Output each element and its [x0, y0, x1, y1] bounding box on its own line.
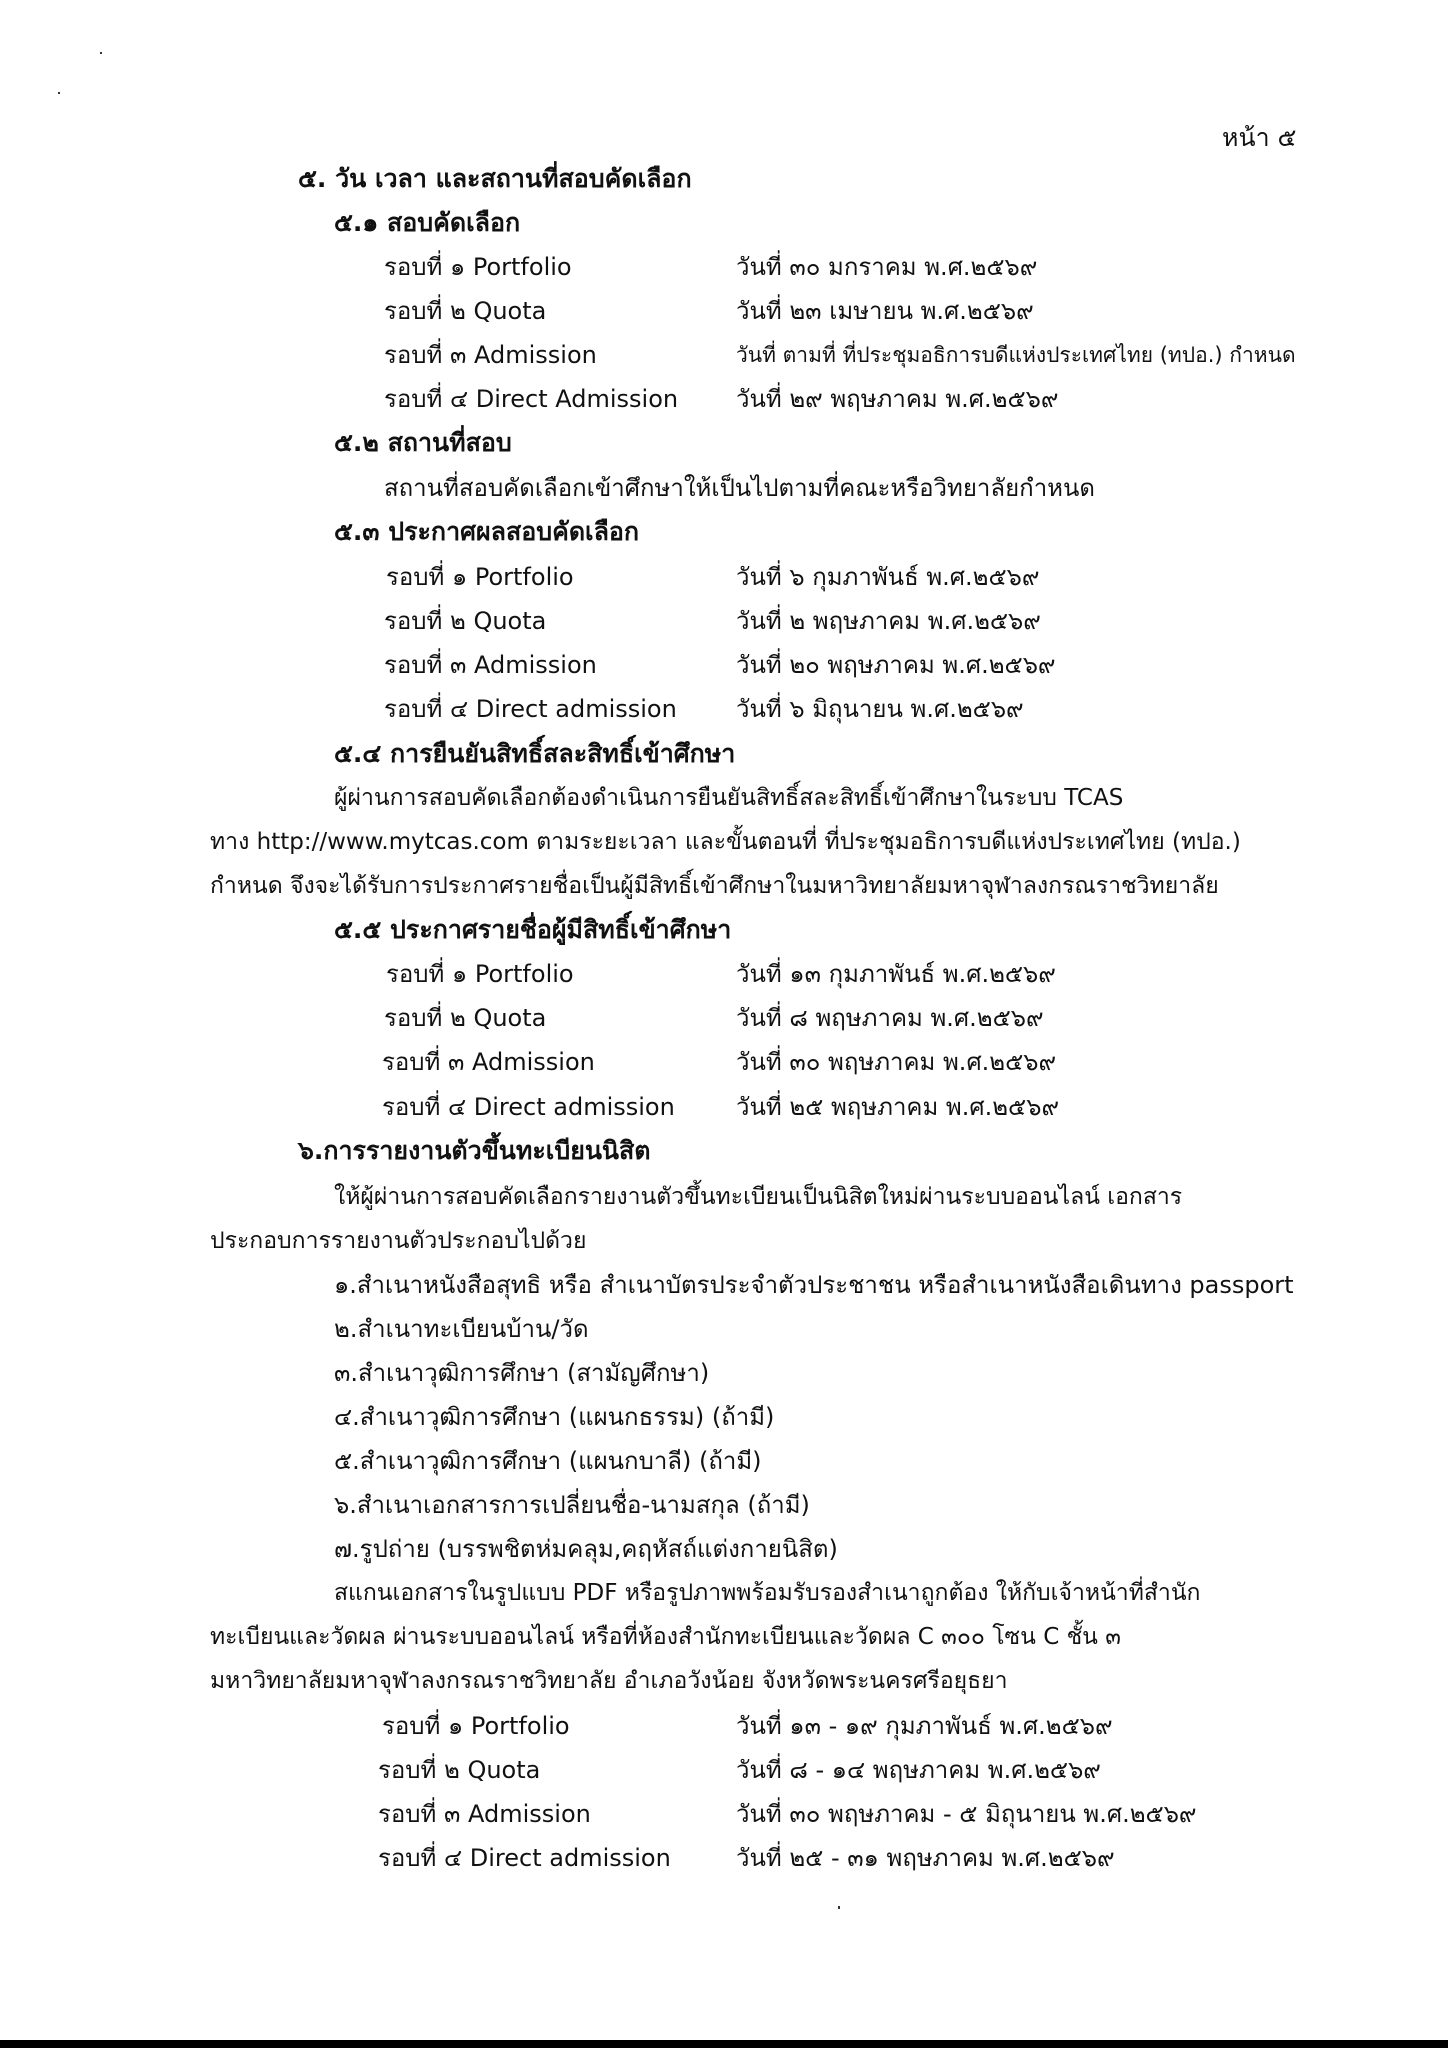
round-label: รอบที่ ๒ Quota — [384, 297, 547, 325]
document-item: ๕.สำเนาวุฒิการศึกษา (แผนกบาลี) (ถ้ามี) — [334, 1447, 762, 1475]
round-label: รอบที่ ๔ Direct admission — [382, 1093, 675, 1121]
round-date: วันที่ ๒๐ พฤษภาคม พ.ศ.๒๕๖๙ — [736, 651, 1056, 679]
scan-instruction-line: สแกนเอกสารในรูปแบบ PDF หรือรูปภาพพร้อมรับรองสำเนาถูกต้อง ให้กับเจ้าหน้าที่สำนัก — [334, 1580, 1201, 1606]
document-item: ๖.สำเนาเอกสารการเปลี่ยนชื่อ-นามสกุล (ถ้ามี) — [334, 1491, 810, 1519]
round-date: วันที่ ๓๐ พฤษภาคม พ.ศ.๒๕๖๙ — [736, 1048, 1057, 1076]
section-5-1-heading: ๕.๑ สอบคัดเลือก — [334, 208, 521, 237]
report-intro-line: ให้ผู้ผ่านการสอบคัดเลือกรายงานตัวขึ้นทะเบียนเป็นนิสิตใหม่ผ่านระบบออนไลน์ เอกสาร — [334, 1184, 1183, 1210]
round-date: วันที่ ๓๐ พฤษภาคม - ๕ มิถุนายน พ.ศ.๒๕๖๙ — [736, 1800, 1197, 1828]
section-5-5-heading: ๕.๕ ประกาศรายชื่อผู้มีสิทธิ์เข้าศึกษา — [334, 915, 732, 944]
round-label: รอบที่ ๑ Portfolio — [382, 1712, 570, 1740]
round-date: วันที่ ๒๓ เมษายน พ.ศ.๒๕๖๙ — [736, 297, 1034, 325]
round-label: รอบที่ ๑ Portfolio — [384, 253, 572, 281]
scan-speck — [58, 92, 60, 94]
confirm-text-line: ทาง http://www.mytcas.com ตามระยะเวลา และขั้นตอนที่ ที่ประชุมอธิการบดีแห่งประเทศไทย (ทปอ.) — [210, 829, 1241, 855]
scan-instruction-line: มหาวิทยาลัยมหาจุฬาลงกรณราชวิทยาลัย อำเภอวังน้อย จังหวัดพระนครศรีอยุธยา — [210, 1668, 1008, 1694]
round-date: วันที่ ๒ พฤษภาคม พ.ศ.๒๕๖๙ — [736, 607, 1041, 635]
round-label: รอบที่ ๔ Direct Admission — [384, 385, 679, 413]
scan-instruction-line: ทะเบียนและวัดผล ผ่านระบบออนไลน์ หรือที่ห้องสำนักทะเบียนและวัดผล C ๓๐๐ โซน C ชั้น ๓ — [210, 1624, 1121, 1650]
round-date: วันที่ ๖ กุมภาพันธ์ พ.ศ.๒๕๖๙ — [736, 563, 1040, 591]
round-label: รอบที่ ๑ Portfolio — [386, 960, 574, 988]
round-label: รอบที่ ๓ Admission — [378, 1800, 591, 1828]
scan-speck — [100, 52, 102, 54]
round-date: วันที่ ๘ - ๑๔ พฤษภาคม พ.ศ.๒๕๖๙ — [736, 1756, 1101, 1784]
round-date: วันที่ ๒๕ - ๓๑ พฤษภาคม พ.ศ.๒๕๖๙ — [736, 1844, 1115, 1872]
section-5-3-heading: ๕.๓ ประกาศผลสอบคัดเลือก — [334, 517, 640, 546]
page-number: หน้า ๕ — [1222, 123, 1297, 152]
document-item: ๒.สำเนาทะเบียนบ้าน/วัด — [334, 1315, 589, 1343]
scan-border-bottom — [0, 2040, 1448, 2048]
round-date: วันที่ ๑๓ - ๑๙ กุมภาพันธ์ พ.ศ.๒๕๖๙ — [736, 1712, 1113, 1740]
section-5-2-heading: ๕.๒ สถานที่สอบ — [334, 428, 512, 457]
round-date: วันที่ ๒๙ พฤษภาคม พ.ศ.๒๕๖๙ — [736, 385, 1059, 413]
round-date: วันที่ ๑๓ กุมภาพันธ์ พ.ศ.๒๕๖๙ — [736, 960, 1056, 988]
section-6-heading: ๖.การรายงานตัวขึ้นทะเบียนนิสิต — [298, 1136, 651, 1165]
document-item: ๔.สำเนาวุฒิการศึกษา (แผนกธรรม) (ถ้ามี) — [334, 1403, 775, 1431]
document-item: ๗.รูปถ่าย (บรรพชิตห่มคลุม,คฤหัสถ์แต่งกายนิสิต) — [334, 1535, 838, 1563]
document-item: ๓.สำเนาวุฒิการศึกษา (สามัญศึกษา) — [334, 1359, 710, 1387]
scan-speck — [838, 1906, 840, 1909]
round-date: วันที่ ตามที่ ที่ประชุมอธิการบดีแห่งประเทศไทย (ทปอ.) กำหนด — [736, 343, 1296, 367]
round-date: วันที่ ๓๐ มกราคม พ.ศ.๒๕๖๙ — [736, 253, 1038, 281]
round-label: รอบที่ ๓ Admission — [382, 1048, 595, 1076]
round-label: รอบที่ ๒ Quota — [378, 1756, 541, 1784]
exam-location-text: สถานที่สอบคัดเลือกเข้าศึกษาให้เป็นไปตามที่คณะหรือวิทยาลัยกำหนด — [384, 474, 1095, 502]
round-label: รอบที่ ๔ Direct admission — [378, 1844, 671, 1872]
confirm-text-line: กำหนด จึงจะได้รับการประกาศรายชื่อเป็นผู้มีสิทธิ์เข้าศึกษาในมหาวิทยาลัยมหาจุฬาลงกรณราชวิทยาลัย — [210, 873, 1219, 899]
round-label: รอบที่ ๓ Admission — [384, 651, 597, 679]
section-5-heading: ๕. วัน เวลา และสถานที่สอบคัดเลือก — [298, 164, 692, 193]
round-date: วันที่ ๖ มิถุนายน พ.ศ.๒๕๖๙ — [736, 695, 1024, 723]
round-label: รอบที่ ๓ Admission — [384, 341, 597, 369]
round-date: วันที่ ๒๕ พฤษภาคม พ.ศ.๒๕๖๙ — [736, 1093, 1060, 1121]
round-label: รอบที่ ๑ Portfolio — [386, 563, 574, 591]
report-intro-line: ประกอบการรายงานตัวประกอบไปด้วย — [210, 1228, 587, 1254]
round-label: รอบที่ ๒ Quota — [384, 1004, 547, 1032]
round-label: รอบที่ ๔ Direct admission — [384, 695, 677, 723]
round-label: รอบที่ ๒ Quota — [384, 607, 547, 635]
section-5-4-heading: ๕.๔ การยืนยันสิทธิ์สละสิทธิ์เข้าศึกษา — [334, 739, 736, 768]
document-item: ๑.สำเนาหนังสือสุทธิ หรือ สำเนาบัตรประจำตัวประชาชน หรือสำเนาหนังสือเดินทาง passport — [334, 1271, 1294, 1299]
round-date: วันที่ ๘ พฤษภาคม พ.ศ.๒๕๖๙ — [736, 1004, 1044, 1032]
confirm-text-line: ผู้ผ่านการสอบคัดเลือกต้องดำเนินการยืนยันสิทธิ์สละสิทธิ์เข้าศึกษาในระบบ TCAS — [334, 785, 1124, 811]
